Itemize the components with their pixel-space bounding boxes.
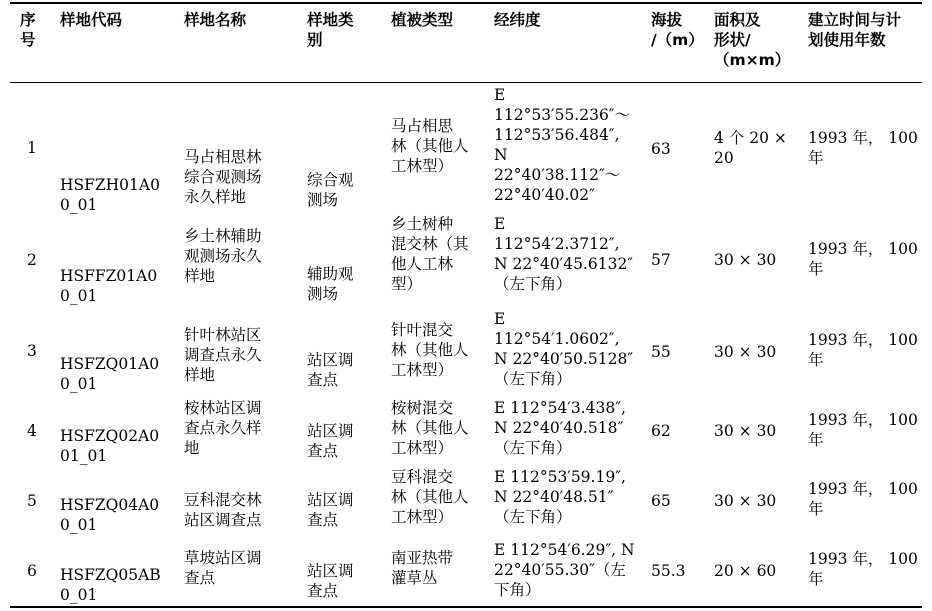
cell-coords: E 112°53′55.236″～ 112°53′56.484″, N 22°40′38.112″～ 22°40′40.02″ [494, 86, 631, 204]
cell-years: 1993 年， 100 年 [808, 550, 918, 588]
cell-code: HSFZH01A0 0_01 [60, 176, 160, 214]
cell-coords: E 112°53′59.19″, N 22°40′48.51″ （左下角） [494, 468, 626, 526]
cell-area: 30 × 30 [714, 251, 777, 269]
cell-altitude: 55 [651, 343, 671, 361]
cell-altitude: 55.3 [651, 562, 686, 580]
cell-category: 站区调 查点 [307, 491, 354, 529]
cell-coords: E 112°54′3.438″, N 22°40′40.518″ （左下角） [494, 399, 626, 457]
cell-altitude: 65 [651, 492, 671, 510]
cell-category: 综合观 测场 [307, 171, 354, 209]
cell-vegetation: 桉树混交 林（其他人 工林型） [391, 399, 469, 457]
header-vegetation: 植被类型 [391, 11, 454, 29]
header-coords: 经纬度 [494, 11, 541, 29]
cell-area: 20 × 60 [714, 562, 777, 580]
cell-no: 4 [27, 422, 37, 440]
cell-coords: E 112°54′2.3712″, N 22°40′45.6132″ （左下角） [494, 215, 634, 293]
header-name: 样地名称 [184, 11, 247, 29]
cell-category: 辅助观 测场 [307, 265, 354, 303]
table-header-rule [10, 82, 922, 83]
cell-vegetation: 马占相思 林（其他人 工林型） [391, 117, 469, 175]
header-area: 面积及 形状/ （m×m） [714, 11, 791, 69]
cell-no: 2 [27, 251, 37, 269]
cell-no: 3 [27, 342, 37, 360]
cell-altitude: 57 [651, 251, 671, 269]
cell-code: HSFZQ01A0 0_01 [60, 355, 160, 393]
cell-code: HSFZQ02A0 01_01 [60, 427, 160, 465]
cell-category: 站区调 查点 [307, 422, 354, 460]
cell-no: 6 [27, 562, 37, 580]
cell-name: 针叶林站区 调查点永久 样地 [184, 326, 262, 384]
cell-vegetation: 乡土树种 混交林（其 他人工林 型） [391, 215, 469, 293]
cell-name: 桉林站区调 查点永久样 地 [184, 399, 262, 457]
cell-altitude: 62 [651, 422, 671, 440]
cell-category: 站区调 查点 [307, 351, 354, 389]
header-years: 建立时间与计 划使用年数 [808, 11, 902, 49]
cell-vegetation: 南亚热带 灌草丛 [391, 549, 454, 587]
cell-area: 30 × 30 [714, 422, 777, 440]
cell-area: 30 × 30 [714, 343, 777, 361]
cell-area: 4 个 20 × 20 [714, 129, 787, 167]
cell-years: 1993 年， 100 年 [808, 129, 918, 167]
header-code: 样地代码 [60, 11, 123, 29]
cell-years: 1993 年， 100 年 [808, 411, 918, 449]
cell-name: 草坡站区调 查点 [184, 549, 262, 587]
cell-years: 1993 年， 100 年 [808, 480, 918, 518]
cell-vegetation: 豆科混交 林（其他人 工林型） [391, 468, 469, 526]
cell-altitude: 63 [651, 140, 671, 158]
cell-code: HSFFZ01A0 0_01 [60, 267, 158, 305]
header-altitude: 海拔 /（m） [651, 11, 704, 49]
cell-vegetation: 针叶混交 林（其他人 工林型） [391, 321, 469, 379]
cell-name: 豆科混交林 站区调查点 [184, 491, 262, 529]
cell-name: 马占相思林 综合观测场 永久样地 [184, 148, 262, 206]
cell-no: 1 [27, 139, 37, 157]
cell-coords: E 112°54′6.29″, N 22°40′55.30″（左 下角） [494, 541, 635, 599]
cell-coords: E 112°54′1.0602″, N 22°40′50.5128″ （左下角） [494, 310, 634, 388]
cell-area: 30 × 30 [714, 492, 777, 510]
cell-name: 乡土林辅助 观测场永久 样地 [184, 227, 262, 285]
table-top-rule [10, 2, 922, 4]
cell-code: HSFZQ04A0 0_01 [60, 496, 160, 534]
cell-years: 1993 年， 100 年 [808, 240, 918, 278]
cell-years: 1993 年， 100 年 [808, 331, 918, 369]
cell-no: 5 [27, 492, 37, 510]
header-no: 序 号 [20, 11, 36, 49]
table-bottom-rule [10, 606, 922, 608]
cell-code: HSFZQ05AB 0_01 [60, 566, 161, 604]
cell-category: 站区调 查点 [307, 562, 354, 600]
header-category: 样地类 别 [307, 11, 354, 49]
